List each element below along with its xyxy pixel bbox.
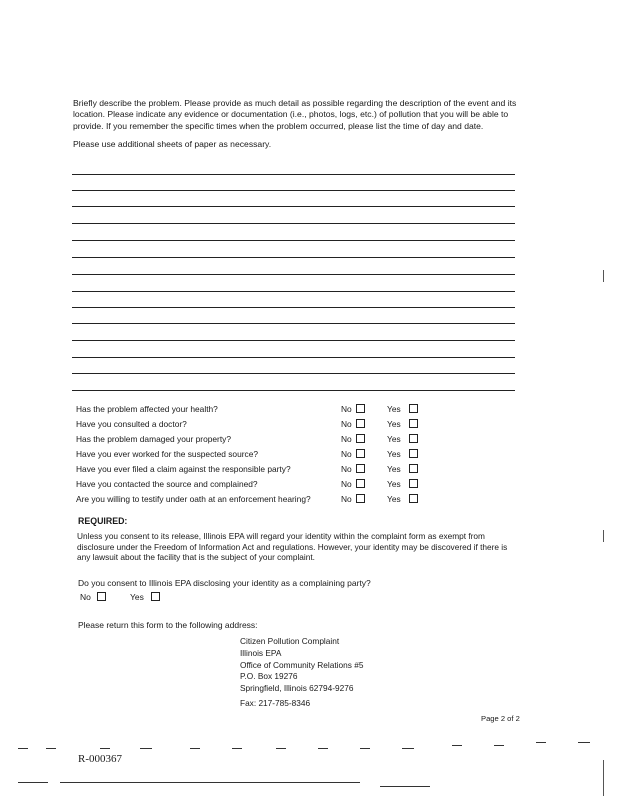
scan-mark: [603, 760, 604, 796]
address-line: P.O. Box 19276: [240, 671, 298, 682]
writing-line[interactable]: [72, 340, 515, 341]
contacted-no-checkbox[interactable]: [356, 479, 365, 488]
no-label: No: [341, 479, 352, 489]
scan-mark: [603, 270, 604, 282]
writing-line[interactable]: [72, 190, 515, 191]
yes-label: Yes: [387, 434, 401, 444]
writing-line[interactable]: [72, 240, 515, 241]
scan-dash: [318, 748, 328, 749]
claim-yes-checkbox[interactable]: [409, 464, 418, 473]
writing-line[interactable]: [72, 357, 515, 358]
yes-label: Yes: [387, 494, 401, 504]
additional-sheets-note: Please use additional sheets of paper as necessary.: [73, 139, 272, 150]
address-line: Citizen Pollution Complaint: [240, 636, 340, 646]
question-testify: Are you willing to testify under oath at an enforcement hearing?: [76, 494, 311, 504]
scan-dash: [276, 748, 286, 749]
writing-line[interactable]: [72, 307, 515, 308]
yes-label: Yes: [387, 449, 401, 459]
writing-line[interactable]: [72, 206, 515, 207]
no-label: No: [341, 494, 352, 504]
testify-yes-checkbox[interactable]: [409, 494, 418, 503]
question-worked-for-source: Have you ever worked for the suspected source?: [76, 449, 259, 459]
consent-notice: Unless you consent to its release, Illinois EPA will regard your identity within the complaint form as exempt from disclosure under the Freedom of Information Act and regulations. However, your identity may be discovered if there is any lawsuit about the facility that is the subject of your complaint.: [77, 531, 508, 563]
scan-dash: [452, 745, 462, 746]
consent-no-checkbox[interactable]: [97, 592, 106, 601]
writing-line[interactable]: [72, 257, 515, 258]
writing-line[interactable]: [72, 223, 515, 224]
scan-dash: [380, 786, 430, 787]
scan-dash: [190, 748, 200, 749]
consent-yes-checkbox[interactable]: [151, 592, 160, 601]
worked-yes-checkbox[interactable]: [409, 449, 418, 458]
yes-label: Yes: [387, 464, 401, 474]
question-doctor: Have you consulted a doctor?: [76, 419, 187, 429]
scan-dash: [46, 748, 56, 749]
health-yes-checkbox[interactable]: [409, 404, 418, 413]
worked-no-checkbox[interactable]: [356, 449, 365, 458]
writing-line[interactable]: [72, 291, 515, 292]
no-label: No: [341, 464, 352, 474]
question-property: Has the problem damaged your property?: [76, 434, 232, 444]
fax-number: Fax: 217-785-8346: [240, 698, 311, 708]
document-id: R-000367: [78, 753, 122, 765]
consent-no-label: No: [80, 592, 91, 602]
question-contacted-source: Have you contacted the source and complained?: [76, 479, 258, 489]
writing-line[interactable]: [72, 323, 515, 324]
no-label: No: [341, 434, 352, 444]
writing-line[interactable]: [72, 390, 515, 391]
property-no-checkbox[interactable]: [356, 434, 365, 443]
no-label: No: [341, 449, 352, 459]
writing-line[interactable]: [72, 373, 515, 374]
scan-dash: [578, 742, 590, 743]
instructions: [73, 98, 523, 151]
property-yes-checkbox[interactable]: [409, 434, 418, 443]
no-label: No: [341, 419, 352, 429]
address-line: Office of Community Relations #5: [240, 659, 364, 670]
address-line: Springfield, Illinois 62794-9276: [240, 683, 354, 694]
scan-dash: [232, 748, 242, 749]
doctor-no-checkbox[interactable]: [356, 419, 365, 428]
scan-mark: [603, 530, 604, 542]
scan-dash: [140, 748, 152, 749]
scan-dash: [402, 748, 414, 749]
contacted-yes-checkbox[interactable]: [409, 479, 418, 488]
question-filed-claim: Have you ever filed a claim against the responsible party?: [76, 464, 291, 474]
scan-dash: [100, 748, 110, 749]
return-instructions: Please return this form to the following address:: [78, 620, 258, 630]
page-number: Page 2 of 2: [481, 714, 520, 723]
testify-no-checkbox[interactable]: [356, 494, 365, 503]
writing-line[interactable]: [72, 174, 515, 175]
claim-no-checkbox[interactable]: [356, 464, 365, 473]
required-heading: REQUIRED:: [78, 516, 128, 526]
instructions-text: Briefly describe the problem. Please provide as much detail as possible regarding the description of the event and its location. Please indicate any evidence or documentation (i.e., photos, logs, etc.) of pollution that you will be able to provide. If you remember the specific times when the problem occurred, please list the time of day and date.: [73, 98, 517, 131]
yes-label: Yes: [387, 404, 401, 414]
scan-dash: [494, 745, 504, 746]
no-label: No: [341, 404, 352, 414]
scan-dash: [60, 782, 360, 783]
scan-dash: [536, 742, 546, 743]
mailing-address: [240, 636, 363, 695]
question-health: Has the problem affected your health?: [76, 404, 218, 414]
writing-line[interactable]: [72, 274, 515, 275]
health-no-checkbox[interactable]: [356, 404, 365, 413]
scan-dash: [18, 782, 48, 783]
yes-label: Yes: [387, 479, 401, 489]
doctor-yes-checkbox[interactable]: [409, 419, 418, 428]
yes-label: Yes: [387, 419, 401, 429]
consent-yes-label: Yes: [130, 592, 144, 602]
address-line: Illinois EPA: [240, 647, 282, 658]
scan-dash: [18, 748, 28, 749]
consent-question: Do you consent to Illinois EPA disclosing your identity as a complaining party?: [78, 578, 371, 588]
scan-dash: [360, 748, 370, 749]
